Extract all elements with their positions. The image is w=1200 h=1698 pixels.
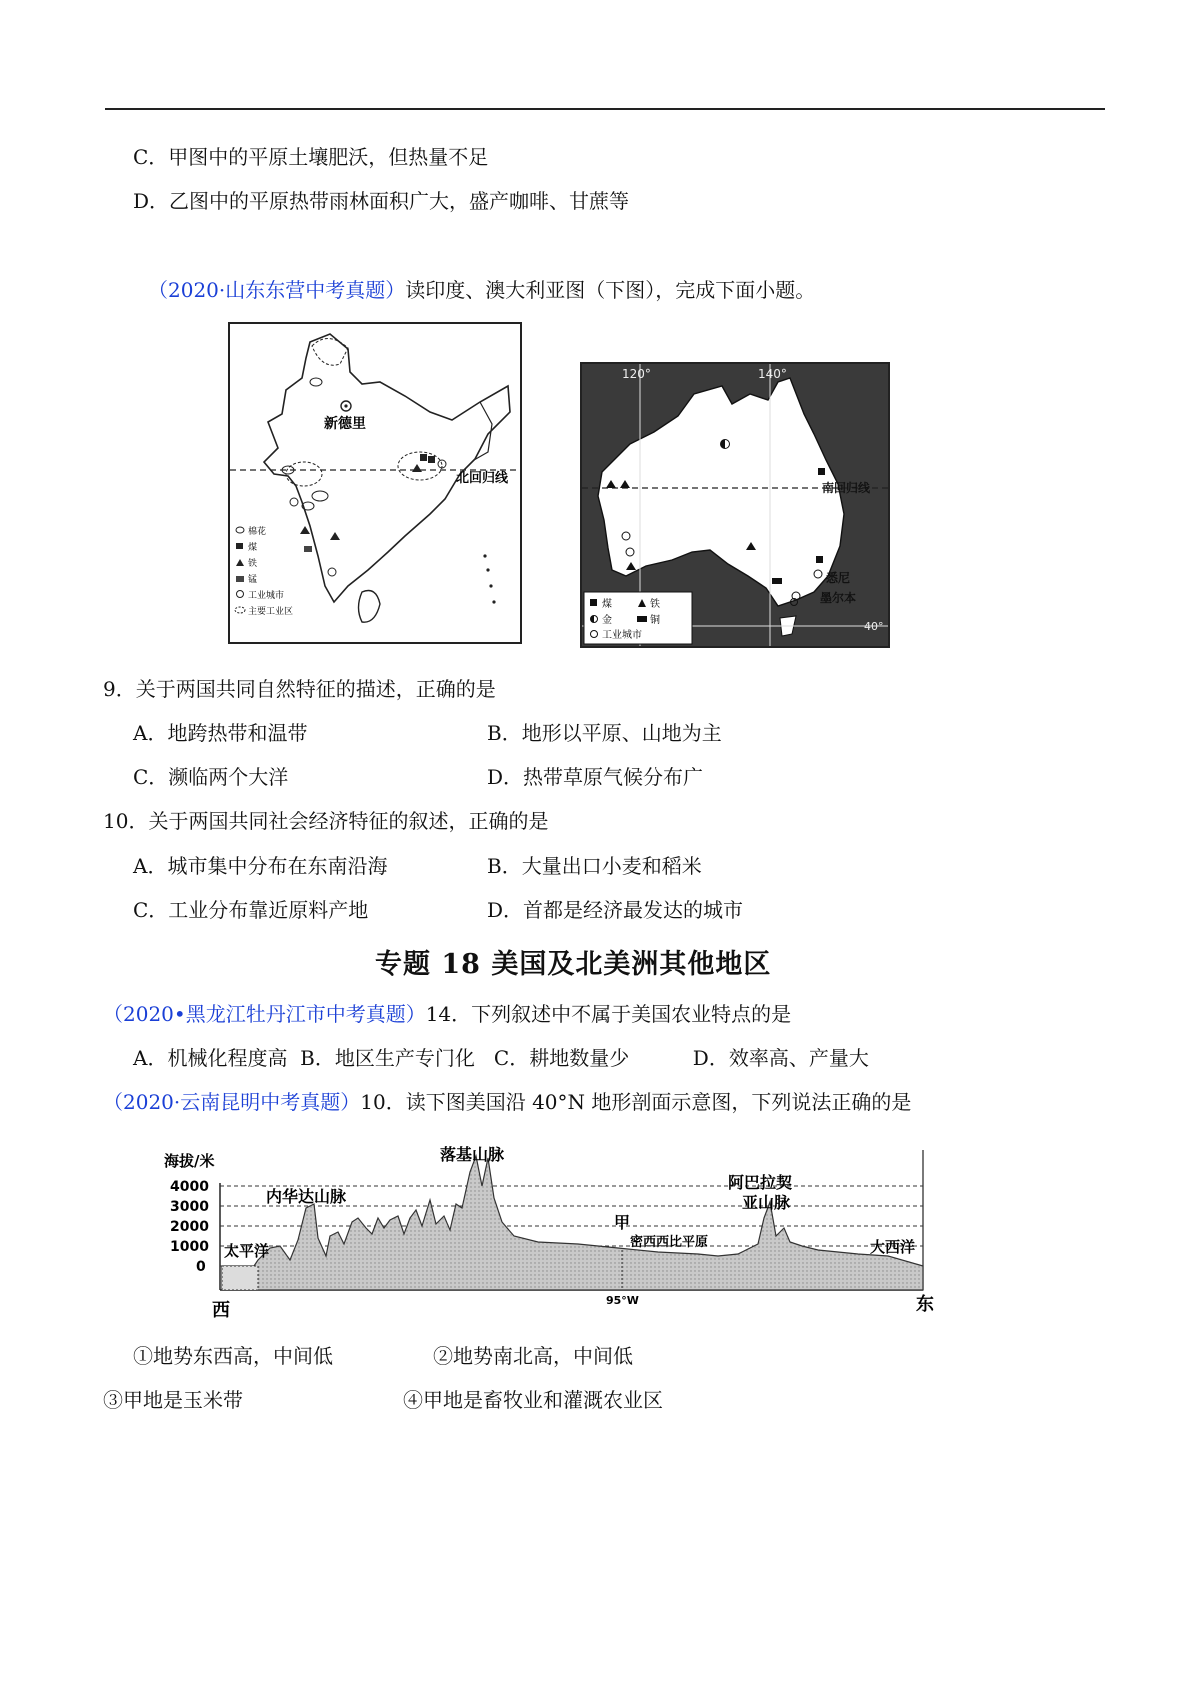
y-tick-0: 0: [196, 1259, 206, 1275]
q10-option-c: C．工业分布靠近原料产地: [133, 898, 369, 922]
q10b-option-1: ①地势东西高，中间低: [133, 1344, 333, 1368]
q9-stem: 9．关于两国共同自然特征的描述，正确的是: [103, 677, 496, 701]
y-tick-1000: 1000: [170, 1239, 209, 1255]
q8-option-d: D．乙图中的平原热带雨林面积广大，盛产咖啡、甘蔗等: [133, 189, 630, 213]
q10-option-a: A．城市集中分布在东南沿海: [133, 854, 388, 878]
label-appalachian-2: 亚山脉: [742, 1193, 791, 1212]
tropic-label: 北回归线: [456, 471, 509, 486]
label-east: 东: [916, 1294, 934, 1315]
terrain-silhouette: [222, 1156, 923, 1290]
section-title: 专题 18 美国及北美洲其他地区: [375, 949, 772, 980]
q9-option-a: A．地跨热带和温带: [133, 721, 308, 745]
iron-icon: [300, 526, 310, 534]
coal-icon: [428, 456, 435, 463]
legend-industrial-city: 工业城市: [602, 630, 642, 641]
islands: [489, 584, 492, 587]
india-map: [228, 322, 522, 644]
iron-icon: [412, 464, 422, 472]
q10b-line: [103, 1087, 911, 1117]
q14-stem: 14．下列叙述中不属于美国农业特点的是: [425, 1002, 792, 1026]
manganese-icon: [304, 546, 312, 552]
y-tick-3000: 3000: [170, 1199, 209, 1215]
label-point-jia: 甲: [614, 1213, 631, 1232]
new-delhi-dot: [344, 404, 347, 407]
pacific-water: [222, 1266, 258, 1290]
intro-9-10: [148, 275, 815, 305]
melbourne-label: 墨尔本: [820, 591, 857, 605]
india-map-drawing: [230, 324, 520, 642]
east-border: [474, 402, 492, 460]
lat-label-40: 40°: [864, 620, 884, 633]
cotton-icon: [312, 491, 328, 501]
y-tick-4000: 4000: [170, 1179, 209, 1195]
label-nevada: 内华达山脉: [266, 1187, 347, 1206]
y-axis-label: 海拔/米: [164, 1152, 215, 1170]
legend-industrial-zone: 主要工业区: [248, 607, 294, 617]
terrain-profile-drawing: [158, 1138, 978, 1328]
legend-coal: 煤: [602, 599, 612, 610]
q10b-option-2: ②地势南北高，中间低: [433, 1344, 633, 1368]
source-citation: （2020·云南昆明中考真题）: [103, 1090, 361, 1114]
q9-option-b: B．地形以平原、山地为主: [487, 721, 722, 745]
lon-label-140: 140°: [758, 367, 787, 381]
label-plain: 密西西比平原: [630, 1235, 709, 1250]
q10-option-b: B．大量出口小麦和稻米: [487, 854, 702, 878]
india-legend: [235, 525, 293, 617]
australia-map-drawing: [582, 364, 888, 646]
kashmir-dashed: [312, 338, 348, 365]
legend-cotton: 棉花: [248, 527, 267, 537]
legend-coal: 煤: [248, 543, 258, 553]
coal-icon: [420, 454, 427, 461]
q14-options: A．机械化程度高 B．地区生产专门化 C．耕地数量少 D．效率高、产量大: [133, 1046, 869, 1070]
legend-iron: 铁: [650, 599, 660, 610]
source-citation: （2020·山东东营中考真题）: [148, 278, 406, 302]
legend-gold: 金: [602, 615, 612, 626]
industrial-city-icon: [328, 568, 336, 576]
sydney-label: 悉尼: [826, 571, 851, 585]
coal-icon: [816, 556, 823, 563]
y-tick-2000: 2000: [170, 1219, 209, 1235]
new-delhi-label: 新德里: [324, 416, 366, 432]
label-west: 西: [212, 1300, 230, 1321]
legend-industrial-city: 工业城市: [248, 591, 285, 601]
q10b-option-4: ④甲地是畜牧业和灌溉农业区: [403, 1388, 663, 1412]
industrial-zone: [286, 462, 322, 486]
q9-option-c: C．濒临两个大洋: [133, 765, 289, 789]
legend-manganese: 锰: [248, 575, 258, 585]
legend-copper: 铜: [650, 615, 660, 626]
sri-lanka: [359, 591, 381, 623]
intro-text: 读印度、澳大利亚图（下图），完成下面小题。: [405, 278, 816, 302]
coal-icon: [818, 468, 825, 475]
islands: [486, 568, 489, 571]
q14-line: [103, 999, 791, 1029]
q10-option-d: D．首都是经济最发达的城市: [487, 898, 744, 922]
islands: [483, 554, 486, 557]
iron-icon: [330, 532, 340, 540]
q10b-stem: 10．读下图美国沿 40°N 地形剖面示意图，下列说法正确的是: [360, 1090, 912, 1114]
label-95w: 95°W: [606, 1294, 639, 1307]
label-rockies: 落基山脉: [440, 1145, 505, 1164]
lon-label-120: 120°: [622, 367, 651, 381]
q10b-option-3: ③甲地是玉米带: [103, 1388, 243, 1412]
copper-icon: [772, 578, 782, 584]
q10-stem: 10．关于两国共同社会经济特征的叙述，正确的是: [103, 809, 549, 833]
label-appalachian-1: 阿巴拉契: [728, 1173, 793, 1192]
australia-map: [580, 362, 890, 648]
label-pacific: 太平洋: [224, 1242, 270, 1260]
industrial-city-icon: [290, 498, 298, 506]
tropic-label: 南回归线: [822, 481, 871, 495]
legend-iron: 铁: [248, 559, 258, 569]
q9-option-d: D．热带草原气候分布广: [487, 765, 704, 789]
label-atlantic: 大西洋: [870, 1238, 916, 1256]
top-rule: [105, 108, 1105, 110]
source-citation: （2020•黑龙江牡丹江市中考真题）: [103, 1002, 426, 1026]
islands: [492, 600, 495, 603]
terrain-profile-figure: [158, 1138, 978, 1328]
india-outline: [264, 334, 510, 602]
q8-option-c: C．甲图中的平原土壤肥沃，但热量不足: [133, 145, 489, 169]
australia-legend: [584, 592, 692, 644]
cotton-icon: [310, 378, 322, 386]
